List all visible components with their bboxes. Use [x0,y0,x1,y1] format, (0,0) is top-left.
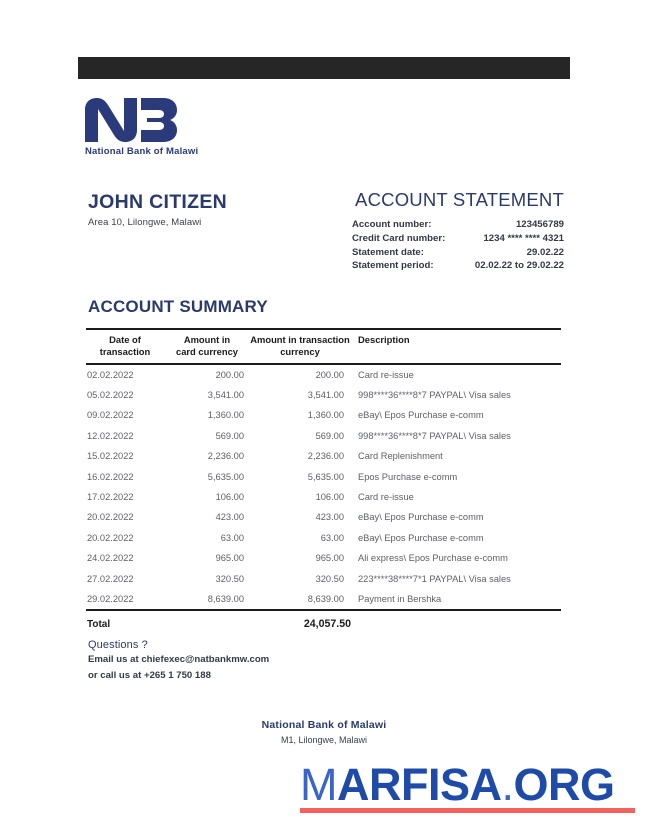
table-row [86,528,561,548]
statement-meta-block [352,190,564,273]
transactions-table [86,328,561,630]
bank-name-caption: National Bank of Malawi [85,146,199,157]
questions-title: Questions ? [88,639,148,651]
cell-date: 09.02.2022 [87,410,134,421]
table-row [86,365,561,385]
table-row [86,487,561,507]
col-header-card-l1: Amount in [183,334,231,345]
cell-transaction-amount: 3,541.00 [307,390,344,400]
cell-description: 998****36****8*7 PAYPAL\ Visa sales [358,430,511,441]
watermark-part-light: M [300,759,337,810]
table-row [86,385,561,405]
field-label: Credit Card number: [352,232,446,244]
cell-card-amount: 423.00 [215,512,244,523]
footer-bank-name: National Bank of Malawi [261,719,387,731]
table-row [86,589,561,609]
page-footer [0,719,648,745]
col-header-date-l2: transaction [99,345,151,357]
customer-name: JOHN CITIZEN [88,191,228,213]
questions-block [88,639,388,683]
col-header-date [86,330,164,363]
cell-transaction-amount: 965.00 [315,553,344,564]
watermark-part-main: ARFISA [337,759,502,810]
cell-transaction-amount: 5,635.00 [307,471,344,482]
field-value: 29.02.22 [526,246,564,258]
cell-description: Card re-issue [358,369,414,380]
col-header-card-amount [164,330,250,363]
customer-block [88,192,338,228]
statement-title: ACCOUNT STATEMENT [355,189,564,210]
cell-description: Card Replenishment [358,451,443,462]
statement-fields [352,218,564,272]
table-body [86,365,561,610]
watermark [300,759,648,813]
cell-date: 12.02.2022 [87,430,134,441]
table-row [86,507,561,527]
cell-description: eBay\ Epos Purchase e-comm [358,532,484,543]
total-label: Total [87,619,111,631]
cell-date: 29.02.2022 [87,594,134,605]
cell-transaction-amount: 8,639.00 [307,594,344,605]
field-label: Statement date: [352,246,424,258]
cell-transaction-amount: 423.00 [315,512,344,523]
statement-field-row [352,232,564,246]
cell-description: 998****36****8*7 PAYPAL\ Visa sales [358,390,511,400]
total-value: 24,057.50 [303,618,351,631]
cell-card-amount: 320.50 [215,573,244,584]
cell-date: 17.02.2022 [87,492,134,503]
bank-logo [83,96,303,157]
cell-card-amount: 1,360.00 [207,410,244,421]
table-header [86,330,561,363]
cell-description: Card re-issue [358,492,414,503]
table-row [86,446,561,466]
col-header-trans-l2: currency [280,345,320,357]
cell-transaction-amount: 320.50 [315,573,344,584]
table-row [86,426,561,446]
cell-card-amount: 2,236.00 [207,451,244,462]
col-header-description: Description [358,334,410,345]
statement-field-row [352,246,564,260]
cell-transaction-amount: 106.00 [315,492,344,503]
transactions-body-grid [86,365,561,610]
table-header-row [86,330,561,363]
cell-card-amount: 3,541.00 [207,390,244,400]
cell-transaction-amount: 2,236.00 [307,451,344,462]
cell-description: eBay\ Epos Purchase e-comm [358,512,484,523]
col-header-card-l2: card currency [175,345,238,357]
cell-description: Payment in Bershka [358,594,442,605]
cell-card-amount: 5,635.00 [207,471,244,482]
col-header-trans-l1: Amount in transaction [250,334,350,345]
table-row [86,569,561,589]
table-row [86,548,561,568]
cell-transaction-amount: 63.00 [320,532,344,543]
field-value: 123456789 [515,219,564,231]
customer-address: Area 10, Lilongwe, Malawi [88,217,202,229]
questions-email: Email us at chiefexec@natbankmw.com [88,654,270,665]
cell-card-amount: 63.00 [220,532,244,543]
cell-transaction-amount: 569.00 [315,430,344,441]
cell-card-amount: 200.00 [215,369,244,380]
cell-date: 16.02.2022 [87,471,134,482]
cell-date: 05.02.2022 [87,390,134,400]
cell-description: eBay\ Epos Purchase e-comm [358,410,484,421]
field-label: Account number: [352,219,432,231]
table-row [86,405,561,425]
field-label: Statement period: [352,260,434,272]
field-value: 1234 **** **** 4321 [483,232,564,244]
total-row [86,611,561,630]
cell-transaction-amount: 1,360.00 [307,410,344,421]
col-header-date-l1: Date of [109,334,141,345]
watermark-part-dot: . [501,759,514,810]
nb-monogram-icon [83,96,179,144]
cell-date: 27.02.2022 [87,573,134,584]
statement-field-row [352,218,564,232]
header-black-bar [78,57,570,79]
cell-date: 20.02.2022 [87,532,134,543]
cell-card-amount: 8,639.00 [207,594,244,605]
footer-bank-address: M1, Lilongwe, Malawi [280,735,368,745]
cell-date: 24.02.2022 [87,553,134,564]
col-header-transaction-amount [250,330,350,363]
watermark-text [300,759,648,810]
cell-date: 20.02.2022 [87,512,134,523]
account-summary-title: ACCOUNT SUMMARY [88,297,268,316]
questions-phone: or call us at +265 1 750 188 [88,669,211,681]
watermark-part-org: ORG [513,759,615,810]
table-row [86,467,561,487]
cell-card-amount: 569.00 [215,430,244,441]
cell-card-amount: 965.00 [215,553,244,564]
cell-date: 15.02.2022 [87,451,134,462]
cell-description: Ali express\ Epos Purchase e-comm [358,553,508,564]
cell-description: 223****38****7*1 PAYPAL\ Visa sales [358,573,511,584]
cell-date: 02.02.2022 [87,369,134,380]
transactions-grid [86,330,561,363]
cell-transaction-amount: 200.00 [315,369,344,380]
field-value: 02.02.22 to 29.02.22 [474,260,564,272]
statement-field-row [352,259,564,273]
cell-description: Epos Purchase e-comm [358,471,458,482]
cell-card-amount: 106.00 [215,492,244,503]
